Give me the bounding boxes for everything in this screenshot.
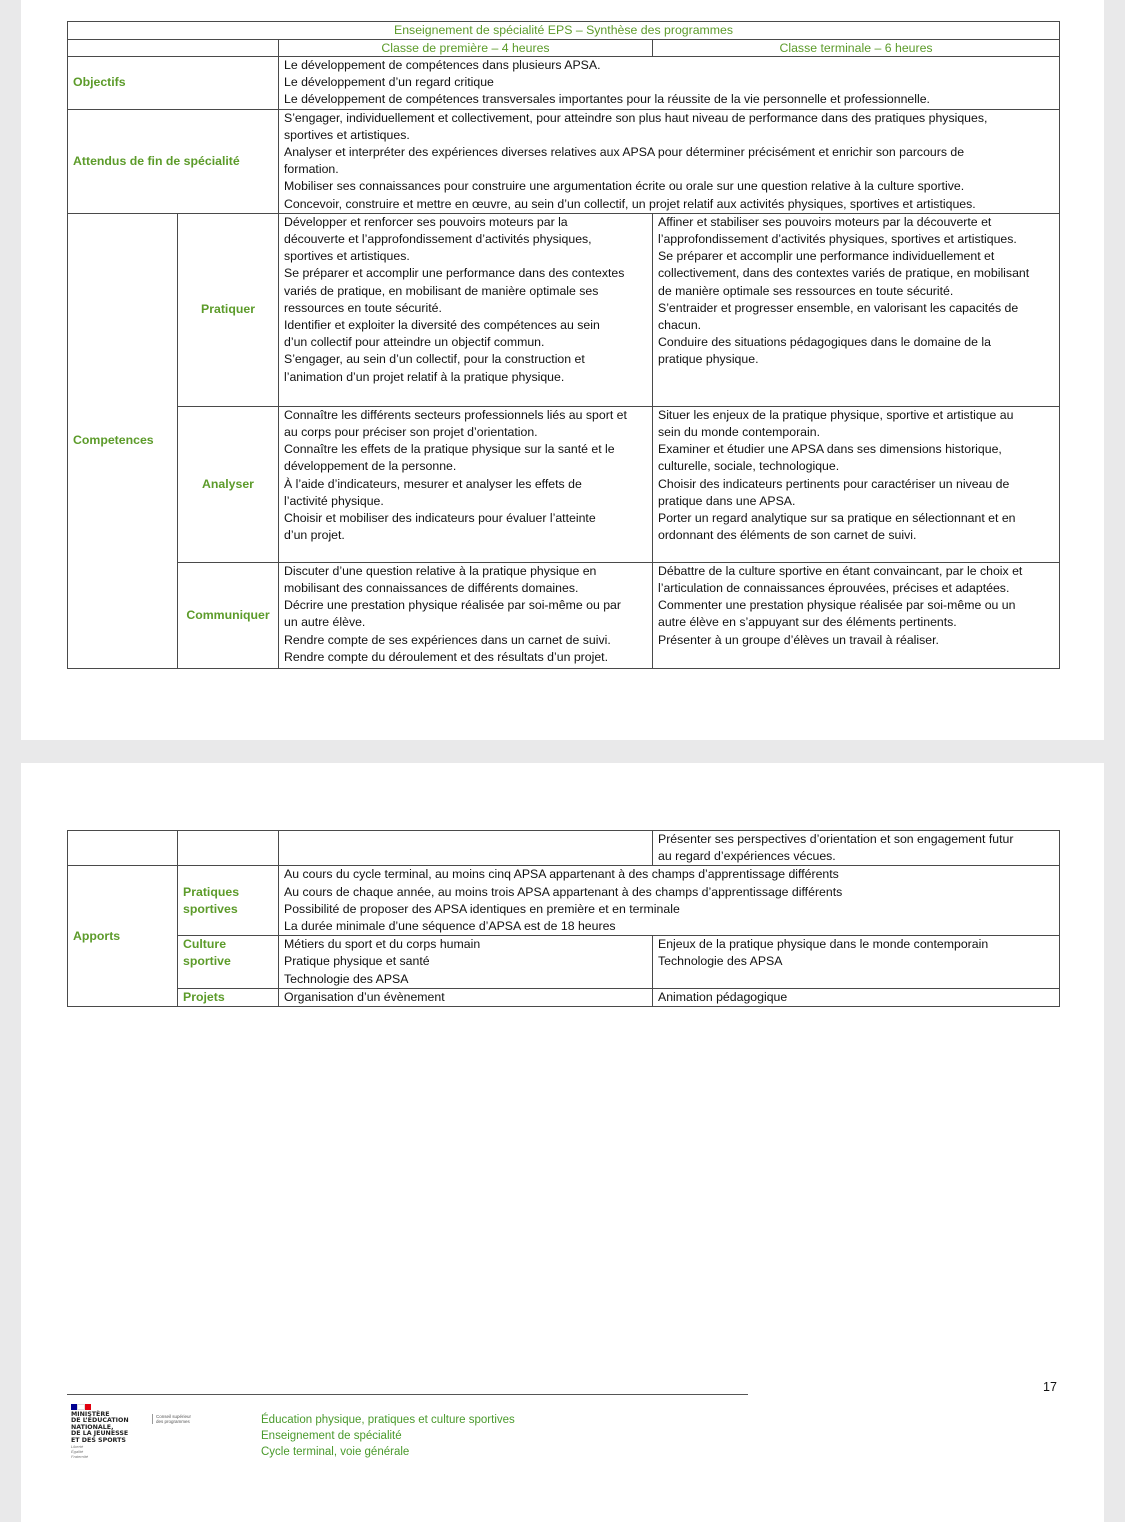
pratiquer-premiere <box>279 213 653 406</box>
text-line: au corps pour préciser son projet d’orientation. <box>284 425 538 440</box>
analyser-terminale <box>653 406 1060 562</box>
text-line: sportives et artistiques. <box>284 127 410 142</box>
text-line: S’engager, individuellement et collectivement, pour atteindre son plus haut niveau de performance dans des pratiques physiques, <box>284 110 988 125</box>
french-flag-icon <box>71 1404 91 1410</box>
communiquer-row <box>68 562 1060 668</box>
objectifs-text <box>279 57 1060 110</box>
column-header-premiere: Classe de première – 4 heures <box>279 39 653 57</box>
communiquer-premiere <box>279 562 653 668</box>
pratiquer-row <box>68 213 1060 406</box>
pratiquer-terminale <box>653 213 1060 406</box>
council-line: des programmes <box>156 1419 190 1424</box>
text-line: Le développement de compétences transversales importantes pour la réussite de la vie personnelle et professionnelle. <box>284 92 930 107</box>
text-line: Examiner et étudier une APSA dans ses dimensions historique, <box>658 442 1002 457</box>
projets-premiere: Organisation d’un évènement <box>279 988 653 1006</box>
text-line: Concevoir, construire et mettre en œuvre, au sein d’un collectif, un projet relatif aux activités physiques, sportives et artistiques. <box>284 196 976 211</box>
text-line: culturelle, sociale, technologique. <box>658 459 840 474</box>
text-line: l’animation d’un projet relatif à la pratique physique. <box>284 369 565 384</box>
text-line: Situer les enjeux de la pratique physique, sportive et artistique au <box>658 407 1014 422</box>
text-line: l’articulation de connaissances éprouvées, précises et adaptées. <box>658 581 1010 596</box>
text-line: d’un collectif pour atteindre un objectif commun. <box>284 335 545 350</box>
text-line: S’engager, au sein d’un collectif, pour la construction et <box>284 352 585 367</box>
competences-label: Competences <box>68 213 178 668</box>
text-line: formation. <box>284 162 339 177</box>
attendus-text <box>279 109 1060 213</box>
column-header-row <box>68 39 1060 57</box>
text-line: Choisir et mobiliser des indicateurs pour évaluer l’atteinte <box>284 511 596 526</box>
text-line: S’entraider et progresser ensemble, en valorisant les capacités de <box>658 300 1019 315</box>
text-line: Pratique physique et santé <box>284 954 430 969</box>
projets-terminale: Animation pédagogique <box>653 988 1060 1006</box>
footer-line: Éducation physique, pratiques et culture sportives <box>261 1414 515 1426</box>
text-line: sportives et artistiques. <box>284 249 410 264</box>
text-line: variés de pratique, en mobilisant de manière optimale ses <box>284 283 599 298</box>
text-line: collectivement, dans des contextes variés de pratique, en mobilisant <box>658 266 1030 281</box>
column-header-terminale: Classe terminale – 6 heures <box>653 39 1060 57</box>
text-line: autre élève en s’appuyant sur des éléments pertinents. <box>658 615 957 630</box>
attendus-label: Attendus de fin de spécialité <box>68 109 279 213</box>
text-line: Technologie des APSA <box>284 971 409 986</box>
text-line: l’approfondissement d’activités physiques, sportives et artistiques. <box>658 232 1017 247</box>
culture-sportive-row <box>68 936 1060 989</box>
footer-divider <box>67 1394 748 1395</box>
ministry-line: DE LA JEUNESSE <box>71 1430 129 1438</box>
pratiquer-label: Pratiquer <box>178 213 279 406</box>
text-line: Rendre compte de ses expériences dans un carnet de suivi. <box>284 632 611 647</box>
objectifs-row <box>68 57 1060 110</box>
synthesis-table <box>67 21 1060 669</box>
text-line: d’un projet. <box>284 528 345 543</box>
communiquer-label: Communiquer <box>178 562 279 668</box>
text-line: pratique physique. <box>658 352 759 367</box>
text-line: Se préparer et accomplir une performance dans des contextes <box>284 266 625 281</box>
culture-sportive-terminale <box>653 936 1060 989</box>
text-line: Identifier et exploiter la diversité des compétences au sein <box>284 318 600 333</box>
pratiques-sportives-label <box>178 866 279 936</box>
attendus-row <box>68 109 1060 213</box>
text-line: de manière optimale ses ressources en toute sécurité. <box>658 283 954 298</box>
text-line: Métiers du sport et du corps humain <box>284 937 481 952</box>
text-line: Enjeux de la pratique physique dans le monde contemporain <box>658 937 989 952</box>
text-line: Commenter une prestation physique réalisée par soi-même ou un <box>658 598 1016 613</box>
text-line: Débattre de la culture sportive en étant convaincant, par le choix et <box>658 563 1023 578</box>
text-line: Présenter ses perspectives d’orientation et son engagement futur <box>658 832 1014 846</box>
text-line: Au cours du cycle terminal, au moins cinq APSA appartenant à des champs d’apprentissage différents <box>284 867 839 882</box>
label-line: Culture <box>183 937 227 952</box>
text-line: ressources en toute sécurité. <box>284 300 442 315</box>
text-line: Porter un regard analytique sur sa pratique en sélectionnant et en <box>658 511 1016 526</box>
text-line: sein du monde contemporain. <box>658 425 821 440</box>
council-logo <box>152 1414 191 1424</box>
continuation-terminale <box>653 831 1060 866</box>
analyser-premiere <box>279 406 653 562</box>
text-line: Connaître les différents secteurs professionnels liés au sport et <box>284 407 627 422</box>
republic-motto <box>71 1444 221 1459</box>
text-line: Mobiliser ses connaissances pour construire une argumentation écrite ou orale sur une question relative à la culture sportive. <box>284 179 965 194</box>
text-line: ordonnant des éléments de son carnet de suivi. <box>658 528 917 543</box>
text-line: Au cours de chaque année, au moins trois APSA appartenant à des champs d’apprentissage différents <box>284 884 843 899</box>
text-line: Analyser et interpréter des expériences diverses relatives aux APSA pour déterminer précisément et enrichir son parcours de <box>284 145 965 160</box>
ministry-logo <box>71 1404 221 1474</box>
text-line: pratique dans une APSA. <box>658 493 796 508</box>
document-page-1 <box>21 0 1104 740</box>
apports-table <box>67 830 1060 1007</box>
pratiques-sportives-row <box>68 866 1060 936</box>
text-line: Choisir des indicateurs pertinents pour caractériser un niveau de <box>658 476 1010 491</box>
text-line: Connaître les effets de la pratique physique sur la santé et le <box>284 442 615 457</box>
footer-line: Enseignement de spécialité <box>261 1430 402 1442</box>
text-line: Affiner et stabiliser ses pouvoirs moteurs par la découverte et <box>658 214 992 229</box>
text-line: Décrire une prestation physique réalisée par soi-même ou par <box>284 598 621 613</box>
analyser-label: Analyser <box>178 406 279 562</box>
pratiques-sportives-text <box>279 866 1060 936</box>
label-line: sportive <box>183 954 231 969</box>
culture-sportive-label <box>178 936 279 989</box>
label-line: sportives <box>183 901 238 916</box>
continuation-row <box>68 831 1060 866</box>
page-number: 17 <box>1043 1380 1057 1394</box>
text-line: découverte et l’approfondissement d’activités physiques, <box>284 232 592 247</box>
projets-label: Projets <box>178 988 279 1006</box>
text-line: Se préparer et accomplir une performance individuellement et <box>658 249 995 264</box>
ministry-name <box>71 1412 221 1444</box>
text-line: Conduire des situations pédagogiques dans le domaine de la <box>658 335 991 350</box>
flag-red-stripe <box>85 1404 91 1410</box>
footer-line: Cycle terminal, voie générale <box>261 1446 410 1458</box>
text-line: Développer et renforcer ses pouvoirs moteurs par la <box>284 214 568 229</box>
projets-row <box>68 988 1060 1006</box>
motto-line: Égalité <box>71 1449 84 1455</box>
text-line: l’activité physique. <box>284 493 384 508</box>
text-line: La durée minimale d’une séquence d’APSA est de 18 heures <box>284 919 616 934</box>
text-line: Le développement d’un regard critique <box>284 75 494 90</box>
text-line: au regard d’expériences vécues. <box>658 849 836 864</box>
text-line: développement de la personne. <box>284 459 457 474</box>
text-line: Rendre compte du déroulement et des résultats d’un projet. <box>284 649 609 664</box>
text-line: Discuter d’une question relative à la pratique physique en <box>284 563 597 578</box>
label-line: Pratiques <box>183 884 240 899</box>
ministry-line: MINISTÈRE <box>71 1411 110 1418</box>
ministry-line: ET DES SPORTS <box>71 1436 126 1444</box>
text-line: un autre élève. <box>284 615 366 630</box>
text-line: Le développement de compétences dans plusieurs APSA. <box>284 58 601 72</box>
flag-white-stripe <box>77 1404 85 1410</box>
culture-sportive-premiere <box>279 936 653 989</box>
objectifs-label: Objectifs <box>68 57 279 110</box>
footer-text <box>261 1412 515 1460</box>
table-title-row <box>68 22 1060 40</box>
text-line: chacun. <box>658 318 702 333</box>
text-line: Possibilité de proposer des APSA identiques en première et en terminale <box>284 901 680 916</box>
ministry-line: DE L’ÉDUCATION <box>71 1417 129 1425</box>
table-title: Enseignement de spécialité EPS – Synthèse des programmes <box>68 22 1060 40</box>
text-line: mobilisant des connaissances de différents domaines. <box>284 581 579 596</box>
communiquer-terminale <box>653 562 1060 668</box>
text-line: À l’aide d’indicateurs, mesurer et analyser les effets de <box>284 476 582 491</box>
text-line: Présenter à un groupe d’élèves un travail à réaliser. <box>658 632 939 647</box>
document-page-2 <box>21 763 1104 1522</box>
motto-line: Liberté <box>71 1444 84 1450</box>
council-line: Conseil supérieur <box>156 1414 192 1419</box>
analyser-row <box>68 406 1060 562</box>
apports-label: Apports <box>68 866 178 1007</box>
motto-line: Fraternité <box>71 1454 89 1460</box>
ministry-line: NATIONALE, <box>71 1423 114 1431</box>
text-line: Technologie des APSA <box>658 954 783 969</box>
